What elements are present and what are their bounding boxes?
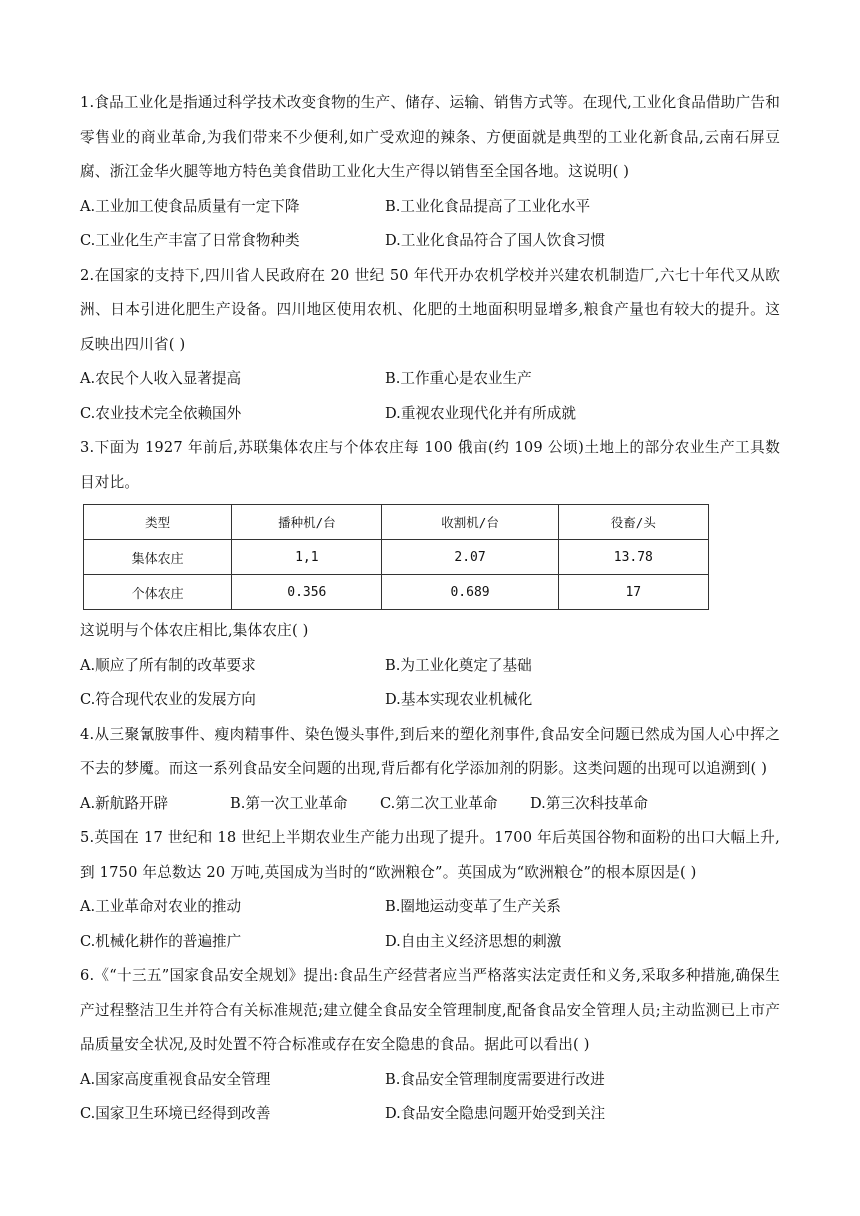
table-cell: 集体农庄 — [84, 540, 232, 575]
option-c[interactable]: C.工业化生产丰富了日常食物种类 — [80, 232, 300, 249]
option-a[interactable]: A.新航路开辟 — [80, 794, 169, 812]
option-b[interactable]: B.工业化食品提高了工业化水平 — [385, 197, 591, 215]
option-c[interactable]: C.符合现代农业的发展方向 — [80, 691, 256, 708]
option-c[interactable]: C.国家卫生环境已经得到改善 — [80, 1105, 271, 1122]
question-4-options-row — [80, 787, 780, 822]
option-b[interactable]: B.为工业化奠定了基础 — [385, 656, 532, 674]
option-c[interactable]: C.第二次工业革命 — [380, 794, 498, 812]
tool-comparison-table — [83, 504, 709, 610]
option-d[interactable]: D.工业化食品符合了国人饮食习惯 — [385, 232, 606, 249]
table-cell: 1,1 — [232, 540, 382, 575]
question-5-stem: 5.英国在 17 世纪和 18 世纪上半期农业生产能力出现了提升。1700 年后英国谷物和面粉的出口大幅上升,到 1750 年总数达 20 万吨,英国成为当时的“欧洲粮仓”。英国成为“欧洲粮仓”的根本原因是( ) — [80, 829, 780, 881]
option-d[interactable]: D.第三次科技革命 — [530, 794, 648, 812]
question-3-options-row-2 — [80, 683, 780, 718]
table-cell: 个体农庄 — [84, 575, 232, 610]
question-3-options-row-1 — [80, 649, 780, 684]
option-a[interactable]: A.国家高度重视食品安全管理 — [80, 1070, 271, 1088]
table-header-cell: 播种机/台 — [232, 505, 382, 540]
question-6-options-row-1 — [80, 1063, 780, 1098]
option-a[interactable]: A.工业加工使食品质量有一定下降 — [80, 197, 300, 215]
table-header-row — [84, 505, 709, 540]
question-3-prompt: 这说明与个体农庄相比,集体农庄( ) — [80, 622, 309, 639]
option-b[interactable]: B.第一次工业革命 — [230, 794, 348, 812]
table-header-cell: 收割机/台 — [382, 505, 558, 540]
question-2-options-row-2 — [80, 397, 780, 432]
option-b[interactable]: B.圈地运动变革了生产关系 — [385, 898, 561, 915]
option-d[interactable]: D.食品安全隐患问题开始受到关注 — [385, 1105, 606, 1122]
option-d[interactable]: D.重视农业现代化并有所成就 — [385, 404, 576, 422]
table-header-cell: 类型 — [84, 505, 232, 540]
option-a[interactable]: A.工业革命对农业的推动 — [80, 898, 242, 915]
option-a[interactable]: A.顺应了所有制的改革要求 — [80, 656, 256, 674]
question-1-options-row-2 — [80, 224, 780, 259]
option-d[interactable]: D.自由主义经济思想的刺激 — [385, 932, 562, 950]
option-b[interactable]: B.工作重心是农业生产 — [385, 370, 532, 387]
option-c[interactable]: C.农业技术完全依赖国外 — [80, 404, 242, 422]
question-2-stem: 2.在国家的支持下,四川省人民政府在 20 世纪 50 年代开办农机学校并兴建农机制造厂,六七十年代又从欧洲、日本引进化肥生产设备。四川地区使用农机、化肥的土地面积明显增多,粮食产量也有较大的提升。这反映出四川省( ) — [80, 266, 780, 353]
table-cell: 2.07 — [382, 540, 558, 575]
exam-page — [80, 86, 780, 1132]
question-1-stem: 1.食品工业化是指通过科学技术改变食物的生产、储存、运输、销售方式等。在现代,工业化食品借助广告和零售业的商业革命,为我们带来不少便利,如广受欢迎的辣条、方便面就是典型的工业化新食品,云南石屏豆腐、浙江金华火腿等地方特色美食借助工业化大生产得以销售至全国各地。这说明( ) — [80, 94, 780, 180]
table-row — [84, 575, 709, 610]
option-c[interactable]: C.机械化耕作的普遍推广 — [80, 932, 242, 950]
question-2-options-row-1 — [80, 362, 780, 397]
question-6-stem: 6.《“十三五”国家食品安全规划》提出:食品生产经营者应当严格落实法定责任和义务,采取多种措施,确保生产过程整洁卫生并符合有关标准规范;建立健全食品安全管理制度,配备食品安全管理人员;主动监测已上市产品质量安全状况,及时处置不符合标准或存在安全隐患的食品。据此可以看出( ) — [80, 967, 780, 1053]
question-5-options-row-2 — [80, 925, 780, 960]
table-cell: 0.356 — [232, 575, 382, 610]
table-row — [84, 540, 709, 575]
table-cell: 17 — [558, 575, 708, 610]
question-4-stem: 4.从三聚氰胺事件、瘦肉精事件、染色馒头事件,到后来的塑化剂事件,食品安全问题已然成为国人心中挥之不去的梦魇。而这一系列食品安全问题的出现,背后都有化学添加剂的阴影。这类问题的出现可以追溯到( ) — [80, 725, 780, 777]
question-1-options-row-1 — [80, 190, 780, 225]
question-3-stem: 3.下面为 1927 年前后,苏联集体农庄与个体农庄每 100 俄亩(约 109 公顷)土地上的部分农业生产工具数目对比。 — [80, 439, 780, 491]
option-d[interactable]: D.基本实现农业机械化 — [385, 691, 533, 708]
question-5-options-row-1 — [80, 890, 780, 925]
option-b[interactable]: B.食品安全管理制度需要进行改进 — [385, 1070, 605, 1088]
question-6-options-row-2 — [80, 1097, 780, 1132]
option-a[interactable]: A.农民个人收入显著提高 — [80, 370, 242, 387]
table-cell: 0.689 — [382, 575, 558, 610]
table-header-cell: 役畜/头 — [558, 505, 708, 540]
table-cell: 13.78 — [558, 540, 708, 575]
